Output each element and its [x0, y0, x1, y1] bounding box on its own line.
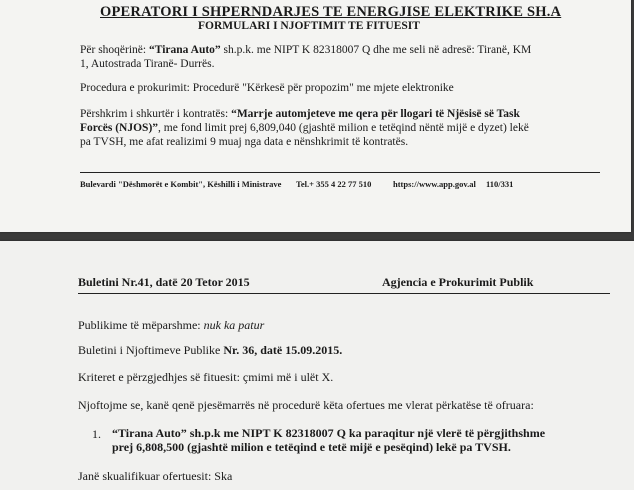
previous-label: Publikime të mëparshme: [78, 318, 204, 332]
participants-notice: Njoftojme se, kanë qenë pjesëmarrës në procedurë këta ofertues me vlerat përkatëse të ofruara: [78, 398, 534, 412]
bulletin-ref-label: Buletini i Njoftimeve Publike [78, 343, 224, 357]
form-subtitle: FORMULARI I NJOFTIMIT TE FITUESIT [198, 20, 420, 32]
disqualified-bidders: Janë skualifikuar ofertuesit: Ska [78, 469, 233, 483]
footer-page-number: 110/331 [486, 179, 514, 189]
previous-value: nuk ka patur [203, 318, 265, 332]
agency-name: Agjencia e Prokurimit Publik [382, 275, 534, 289]
bulletin-reference [78, 343, 342, 357]
footer-address: Bulevardi "Dëshmorët e Kombit", Këshilli i Ministrave [80, 179, 282, 189]
company-line-2: 1, Autostrada Tiranë- Durrës. [80, 58, 215, 70]
page-title: OPERATORI I SHPERNDARJES TE ENERGJISE ELEKTRIKE SH.A [100, 4, 562, 20]
footer-website: https://www.app.gov.al [393, 179, 476, 189]
document-page-top [0, 0, 631, 232]
selection-criteria: Kriteret e përzgjedhjes së fituesit: çmimi më i ulët X. [78, 370, 334, 384]
description-line-2 [80, 121, 529, 135]
bulletin-header: Buletini Nr.41, datë 20 Tetor 2015 [78, 275, 250, 289]
footer-phone: Tel.+ 355 4 22 77 510 [296, 179, 372, 189]
description-line-3: pa TVSH, me afat realizimi 9 muaj nga data e nënshkrimit të kontratës. [80, 136, 409, 148]
item-number: 1. [92, 427, 101, 441]
previous-publications [78, 318, 264, 332]
procedure-line: Procedura e prokurimit: Procedurë "Kërkesë për propozim" me mjete elektronike [80, 82, 454, 94]
offer-line-2: prej 6,808,500 (gjashtë milion e tetëqind e tetë mijë e pesëqind) lekë pa TVSH. [112, 440, 511, 454]
company-name: “Tirana Auto” [148, 44, 221, 56]
description-line-1 [80, 107, 520, 121]
document-page-bottom [0, 241, 634, 490]
company-line-1 [80, 43, 531, 57]
description-bold-1: “Marrje automjeteve me qera për llogari të Njësisë së Task [231, 108, 520, 120]
header-rule [78, 293, 610, 294]
bulletin-ref-value: Nr. 36, datë 15.09.2015. [223, 343, 343, 357]
description-prefix: Përshkrim i shkurtër i kontratës: [80, 108, 232, 120]
footer-rule [80, 172, 600, 173]
description-bold-2: Forcës (NJOS)” [80, 122, 159, 134]
company-rest-1: sh.p.k. me NIPT K 82318007 Q dhe me seli në adresë: Tiranë, KM [220, 44, 532, 56]
offer-line-1: “Tirana Auto” sh.p.k me NIPT K 82318007 Q ka paraqitur një vlerë të përgjithshme [112, 426, 546, 440]
company-prefix: Për shoqërinë: [80, 44, 149, 56]
description-rest-2: , me fond limit prej 6,809,040 (gjashtë milion e tetëqind nëntë mijë e dyzet) lekë [158, 122, 529, 134]
